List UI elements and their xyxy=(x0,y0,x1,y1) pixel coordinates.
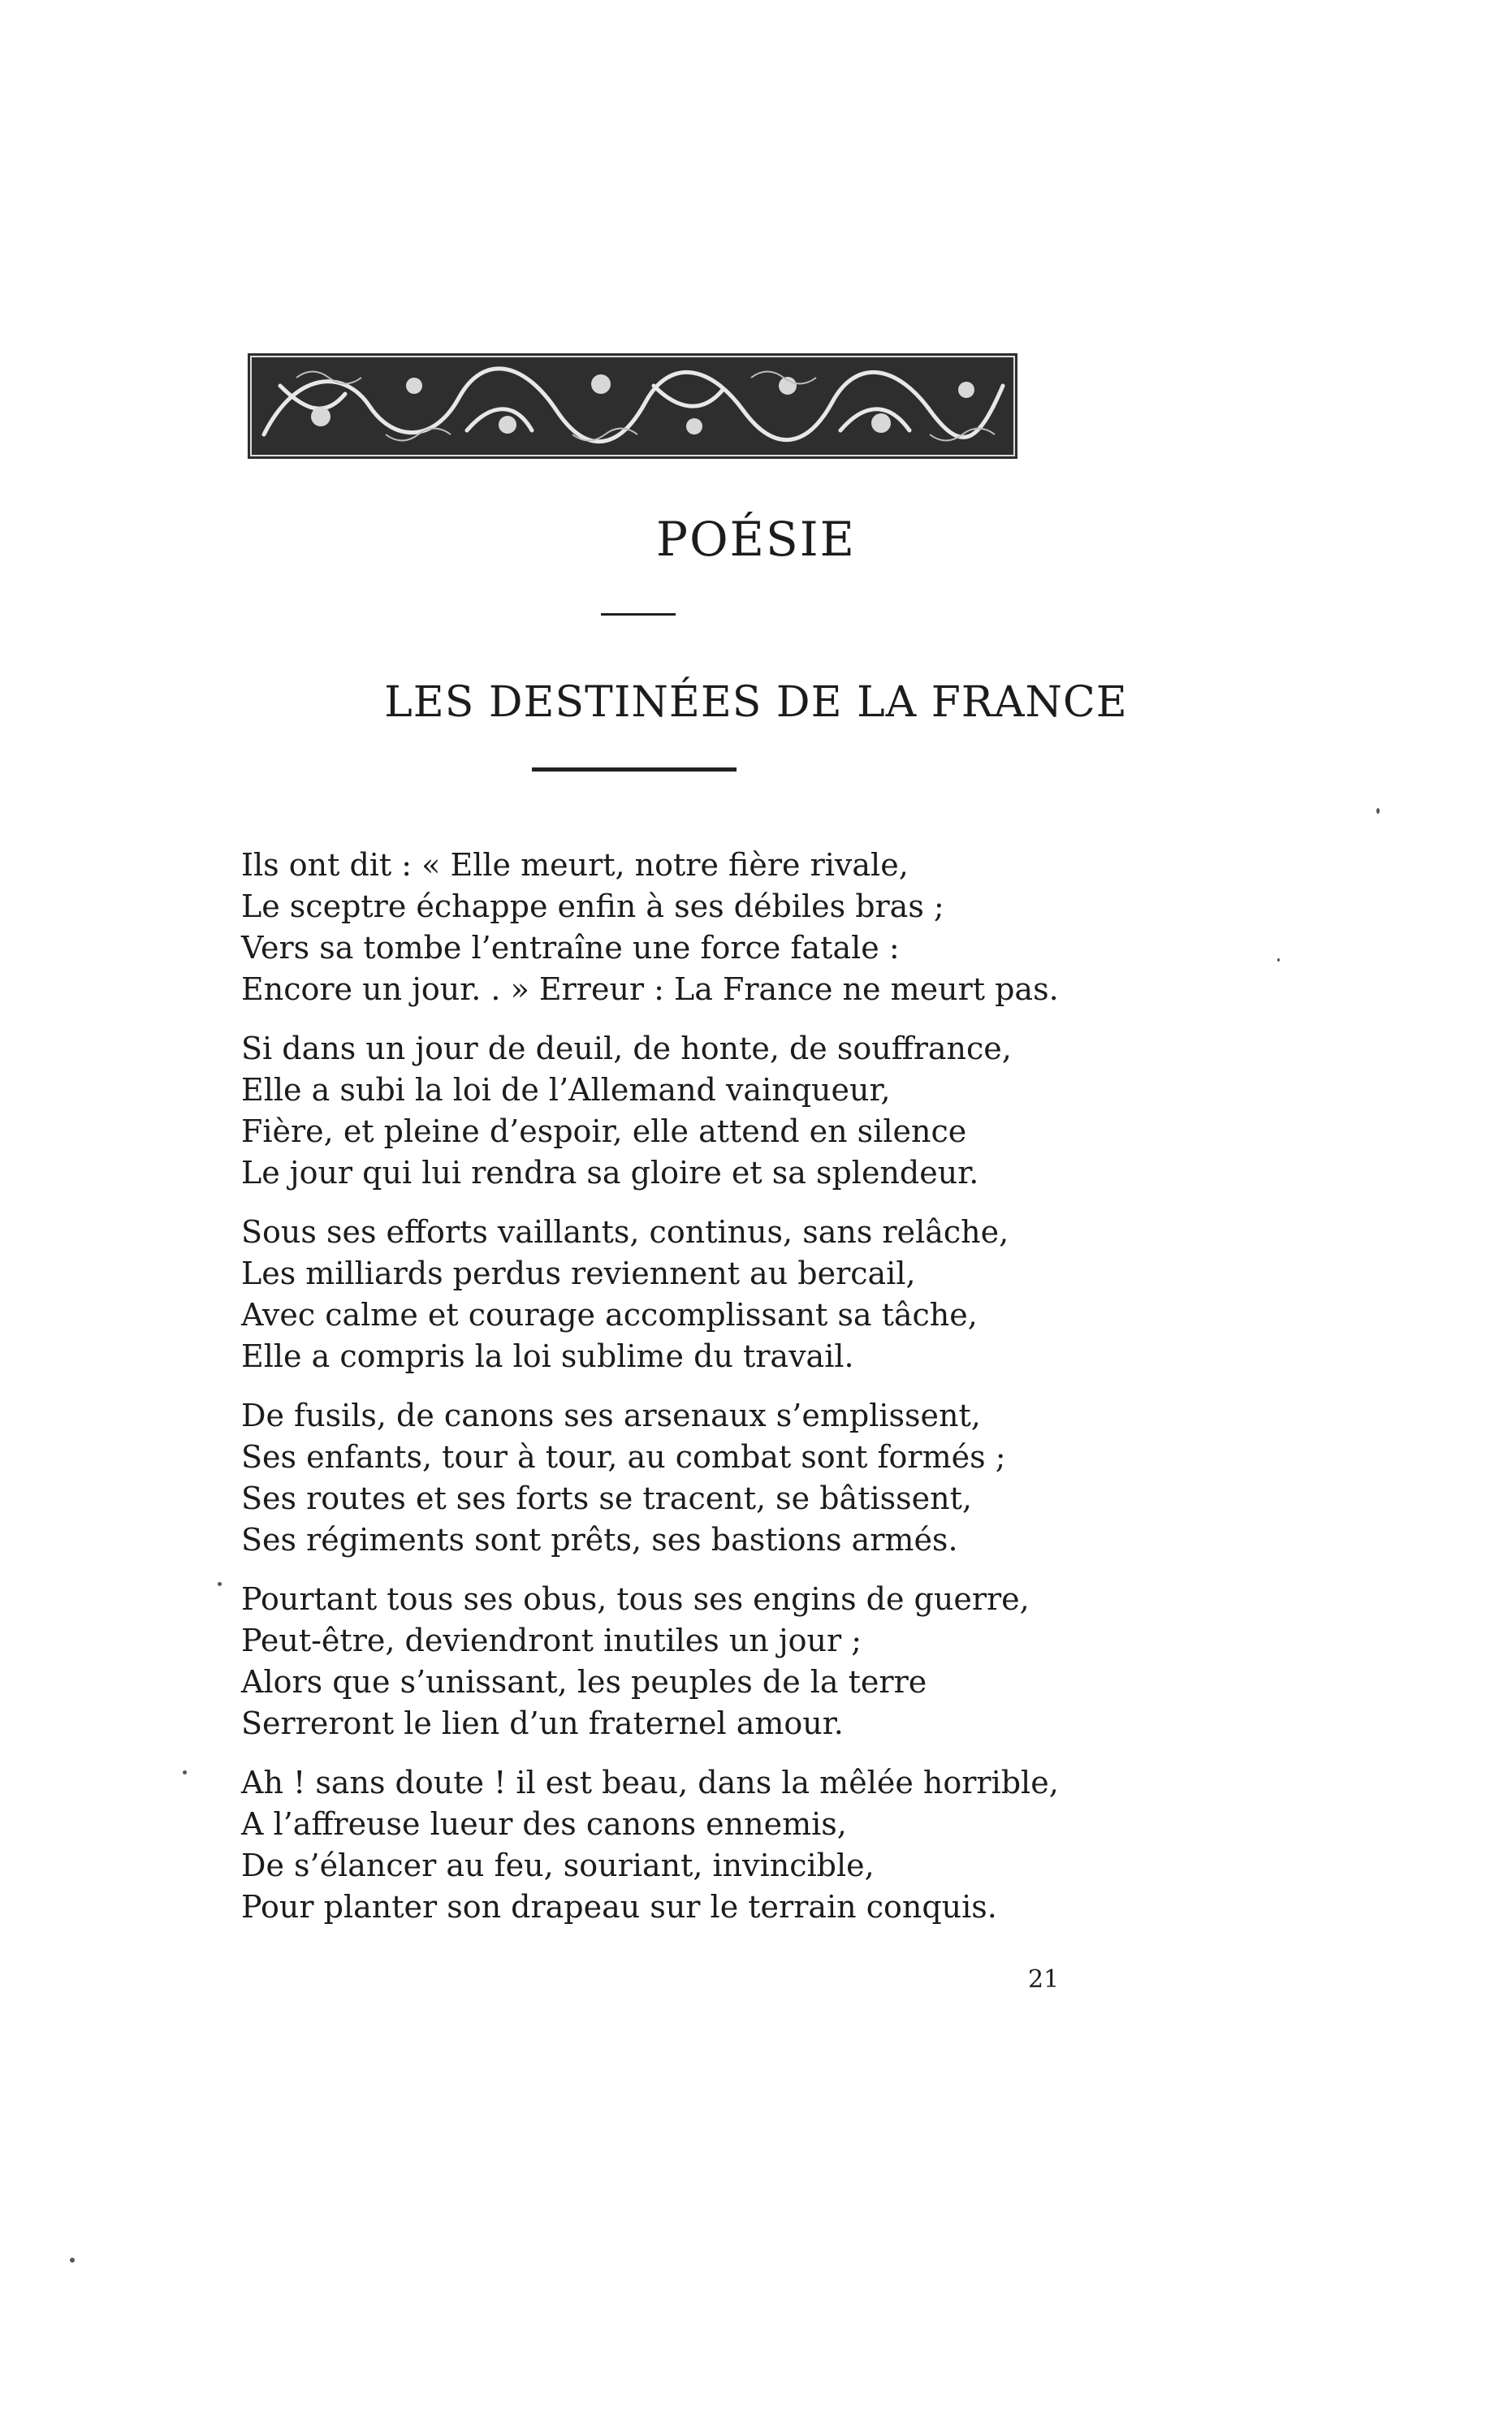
verse-line: Elle a subi la loi de l’Allemand vainqueur, xyxy=(241,1072,891,1108)
title-divider xyxy=(532,767,737,772)
verse-line: Ses enfants, tour à tour, au combat sont formés ; xyxy=(241,1439,1006,1475)
verse-line: Vers sa tombe l’entraîne une force fatale : xyxy=(241,930,900,966)
verse-line: De s’élancer au feu, souriant, invincible, xyxy=(241,1848,875,1883)
short-divider xyxy=(601,613,676,616)
verse-line: Pour planter son drapeau sur le terrain conquis. xyxy=(241,1889,997,1925)
verse-line: Pourtant tous ses obus, tous ses engins de guerre, xyxy=(241,1581,1030,1617)
verse-line: Ils ont dit : « Elle meurt, notre fière rivale, xyxy=(241,847,909,883)
verse-line: Ah ! sans doute ! il est beau, dans la mêlée horrible, xyxy=(241,1765,1059,1800)
scan-speck xyxy=(70,2258,75,2263)
section-title: POÉSIE xyxy=(656,512,856,567)
poem-title: LES DESTINÉES DE LA FRANCE xyxy=(384,678,1128,727)
verse-line: Les milliards perdus reviennent au bercail, xyxy=(241,1256,916,1291)
verse-line: Serreront le lien d’un fraternel amour. xyxy=(241,1705,844,1741)
verse-line: De fusils, de canons ses arsenaux s’emplissent, xyxy=(241,1398,981,1433)
stanza xyxy=(241,1028,1297,1194)
verse-line: Encore un jour. . » Erreur : La France ne meurt pas. xyxy=(241,971,1059,1007)
verse-line: Ses routes et ses forts se tracent, se bâtissent, xyxy=(241,1480,972,1516)
verse-line: Sous ses efforts vaillants, continus, sans relâche, xyxy=(241,1214,1009,1250)
verse-line: Fière, et pleine d’espoir, elle attend en silence xyxy=(241,1113,967,1149)
verse-line: Ses régiments sont prêts, ses bastions armés. xyxy=(241,1522,958,1558)
page-number: 21 xyxy=(1028,1965,1060,1994)
verse-line: Peut-être, deviendront inutiles un jour ; xyxy=(241,1623,862,1658)
stanza xyxy=(241,845,1297,1010)
verse-line: Le sceptre échappe enfin à ses débiles bras ; xyxy=(241,888,944,924)
ornament-icon xyxy=(248,353,1017,459)
stanza xyxy=(241,1212,1297,1377)
verse-line: A l’affreuse lueur des canons ennemis, xyxy=(241,1806,847,1842)
verse-line: Elle a compris la loi sublime du travail. xyxy=(241,1338,854,1374)
verse-line: Alors que s’unissant, les peuples de la terre xyxy=(241,1664,927,1700)
poem-body xyxy=(241,845,1297,1946)
scan-speck xyxy=(218,1582,222,1586)
floral-scroll-ornament xyxy=(248,353,1017,459)
scan-speck xyxy=(1277,958,1280,962)
scan-speck xyxy=(1376,808,1380,814)
verse-line: Si dans un jour de deuil, de honte, de souffrance, xyxy=(241,1031,1012,1066)
verse-line: Le jour qui lui rendra sa gloire et sa splendeur. xyxy=(241,1155,979,1191)
verse-line: Avec calme et courage accomplissant sa tâche, xyxy=(241,1297,978,1333)
scan-speck xyxy=(183,1770,187,1774)
stanza xyxy=(241,1762,1297,1928)
stanza xyxy=(241,1395,1297,1561)
stanza xyxy=(241,1579,1297,1744)
